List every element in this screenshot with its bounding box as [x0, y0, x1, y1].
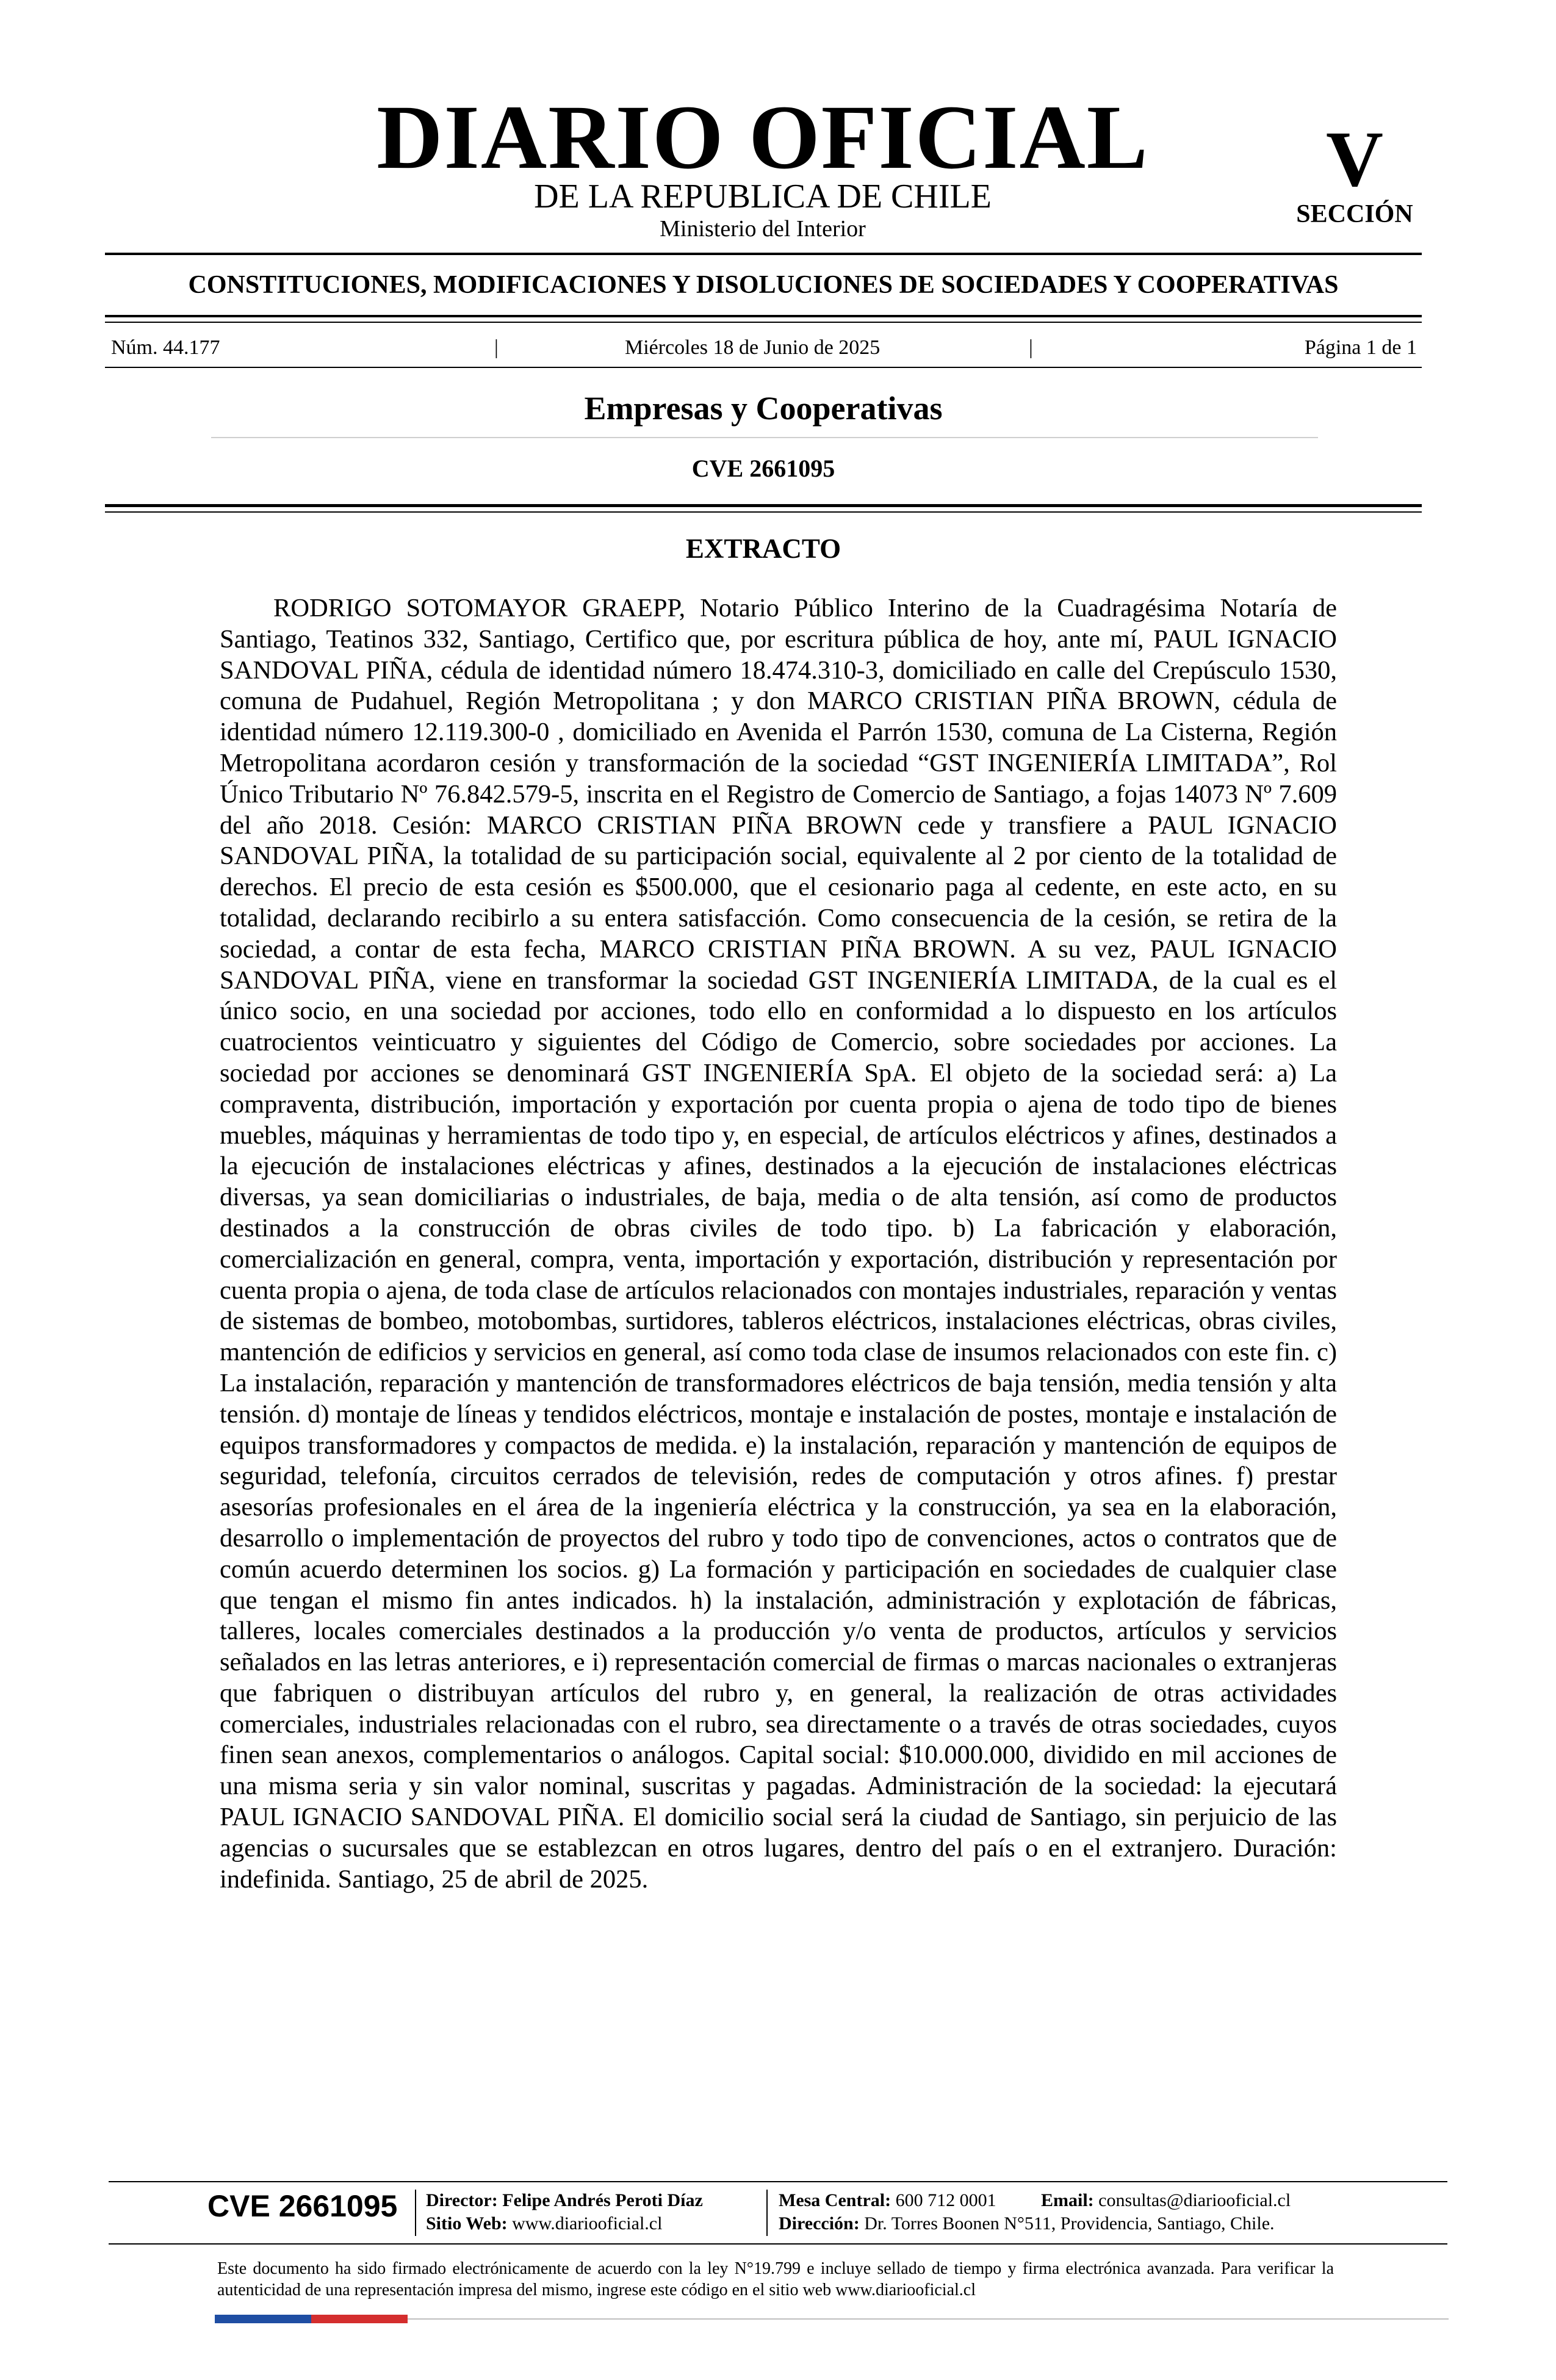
section-rule-thick — [105, 315, 1422, 317]
phone-number: 600 712 0001 — [895, 2190, 996, 2210]
info-separator: | — [494, 336, 499, 359]
footer-website — [426, 2212, 662, 2235]
flag-bar-line — [408, 2318, 1449, 2320]
issue-number: Núm. 44.177 — [111, 336, 220, 359]
footer-address — [779, 2212, 1275, 2235]
issue-date: Miércoles 18 de Junio de 2025 — [625, 336, 881, 359]
footer-phone — [779, 2189, 996, 2212]
cve-header: CVE 2661095 — [691, 455, 835, 482]
address-label: Dirección: — [779, 2213, 860, 2234]
document-title: EXTRACTO — [685, 533, 841, 564]
masthead-ministry: Ministerio del Interior — [660, 216, 866, 242]
group-title: Empresas y Cooperativas — [584, 390, 943, 427]
header-bottom-rule-thin — [105, 511, 1422, 513]
issue-info-row — [111, 336, 1417, 360]
footer-email — [1041, 2189, 1291, 2212]
footer-legal-note: Este documento ha sido firmado electrónicamente de acuerdo con la ley N°19.799 e incluye sellado de tiempo y firma electrónica avanzada. Para verificar la autenticidad de una representación impresa del mismo, ingrese este código en el sitio web www.diariooficial.cl — [217, 2259, 1334, 2299]
document-body: RODRIGO SOTOMAYOR GRAEPP, Notario Público Interino de la Cuadragésima Notaría de Santiago, Teatinos 332, Santiago, Certifico que, por escritura pública de hoy, ante mí, PAUL IGNACIO SANDOVAL PIÑA, cédula de identidad número 18.474.310-3, domiciliado en calle del Crepúsculo 1530, comuna de Pudahuel, Región Metropolitana ; y don MARCO CRISTIAN PIÑA BROWN, cédula de identidad número 12.119.300-0 , domiciliado en Avenida el Parrón 1530, comuna de La Cisterna, Región Metropolitana acordaron cesión y transformación de la sociedad “GST INGENIERÍA LIMITADA”, Rol Único Tributario Nº 76.842.579-5, inscrita en el Registro de Comercio de Santiago, a fojas 14073 Nº 7.609 del año 2018. Cesión: MARCO CRISTIAN PIÑA BROWN cede y transfiere a PAUL IGNACIO SANDOVAL PIÑA, la totalidad de su participación social, equivalente al 2 por ciento de la totalidad de derechos. El precio de esta cesión es $500.000, que el cesionario paga al cedente, en este acto, en su totalidad, declarando recibirlo a su entera satisfacción. Como consecuencia de la cesión, se retira de la sociedad, a contar de esta fecha, MARCO CRISTIAN PIÑA BROWN. A su vez, PAUL IGNACIO SANDOVAL PIÑA, viene en transformar la sociedad GST INGENIERÍA LIMITADA, de la cual es el único socio, en una sociedad por acciones, todo ello en conformidad a lo dispuesto en los artículos cuatrocientos veinticuatro y siguientes del Código de Comercio, sobre sociedades por acciones. La sociedad por acciones se denominará GST INGENIERÍA SpA. El objeto de la sociedad será: a) La compraventa, distribución, importación y exportación por cuenta propia o ajena de todo tipo de bienes muebles, máquinas y herramientas de todo tipo y, en especial, de artículos eléctricos y afines, destinados a la ejecución de instalaciones eléctricas y afines, destinados a la ejecución de instalaciones eléctricas diversas, ya sean domiciliarias o industriales, de baja, media o de alta tensión, así como de productos destinados a la construcción de obras civiles de todo tipo. b) La fabricación y elaboración, comercialización en general, compra, venta, importación y exportación, distribución y representación por cuenta propia o ajena, de toda clase de artículos relacionados con montajes industriales, reparación y ventas de sistemas de bombeo, motobombas, surtidores, tableros eléctricos, instalaciones eléctricas, obras civiles, mantención de edificios y servicios en general, así como toda clase de insumos relacionados con este fin. c) La instalación, reparación y mantención de transformadores eléctricos de baja tensión, media tensión y alta tensión. d) montaje de líneas y tendidos eléctricos, montaje e instalación de postes, montaje e instalación de equipos transformadores y compactos de medida. e) la instalación, reparación y mantención de equipos de seguridad, telefonía, circuitos cerrados de televisión, redes de computación y otros afines. f) prestar asesorías profesionales en el área de la ingeniería eléctrica y la construcción, ya sea en la elaboración, desarrollo o implementación de proyectos del rubro y todo tipo de convenciones, actos o contratos que de común acuerdo determinen los socios. g) La formación y participación en sociedades de cualquier clase que tengan el mismo fin antes indicados. h) la instalación, administración y explotación de fábricas, talleres, locales comerciales destinados a la producción y/o venta de productos, artículos y servicios señalados en las letras anteriores, e i) representación comercial de firmas o marcas nacionales o extranjeras que fabriquen o distribuyan artículos del rubro y, en general, la realización de otras actividades comerciales, industriales relacionadas con el rubro, sea directamente o a través de otras sociedades, cuyos finen sean anexos, complementarios o análogos. Capital social: $10.000.000, dividido en mil acciones de una misma seria y sin valor nominal, suscritas y pagadas. Administración de la sociedad: la ejecutará PAUL IGNACIO SANDOVAL PIÑA. El domicilio social será la ciudad de Santiago, sin perjuicio de las agencias o sucursales que se establezcan en otros lugares, dentro del país o en el extranjero. Duración: indefinida. Santiago, 25 de abril de 2025. — [220, 594, 1337, 1894]
section-word: SECCIÓN — [1296, 200, 1413, 228]
masthead-subtitle: DE LA REPUBLICA DE CHILE — [534, 178, 992, 215]
footer-director — [426, 2189, 703, 2212]
page-number: Página 1 de 1 — [1304, 336, 1417, 359]
header-bottom-rule — [105, 504, 1422, 507]
footer-cve: CVE 2661095 — [207, 2189, 398, 2223]
masthead-title: DIARIO OFICIAL — [376, 87, 1149, 188]
website-label: Sitio Web: — [426, 2213, 508, 2234]
email-link[interactable]: consultas@diariooficial.cl — [1098, 2190, 1291, 2210]
footer-divider — [766, 2190, 768, 2236]
group-divider — [211, 437, 1318, 438]
footer-mid-rule — [109, 2243, 1447, 2245]
section-title: CONSTITUCIONES, MODIFICACIONES Y DISOLUCIONES DE SOCIEDADES Y COOPERATIVAS — [188, 271, 1339, 299]
info-separator: | — [1029, 336, 1033, 359]
section-rule-thin — [105, 322, 1422, 323]
flag-bar-blue — [215, 2315, 311, 2323]
flag-bar-red — [311, 2315, 408, 2323]
top-rule — [105, 253, 1422, 255]
director-name: Felipe Andrés Peroti Díaz — [502, 2190, 703, 2210]
footer-top-rule — [109, 2181, 1447, 2182]
footer-divider — [415, 2190, 416, 2236]
section-letter: V — [1326, 115, 1383, 203]
website-link[interactable]: www.diariooficial.cl — [512, 2213, 663, 2234]
email-label: Email: — [1041, 2190, 1094, 2210]
director-label: Director: — [426, 2190, 498, 2210]
info-rule — [105, 367, 1422, 368]
address-value: Dr. Torres Boonen N°511, Providencia, Santiago, Chile. — [864, 2213, 1275, 2234]
phone-label: Mesa Central: — [779, 2190, 891, 2210]
